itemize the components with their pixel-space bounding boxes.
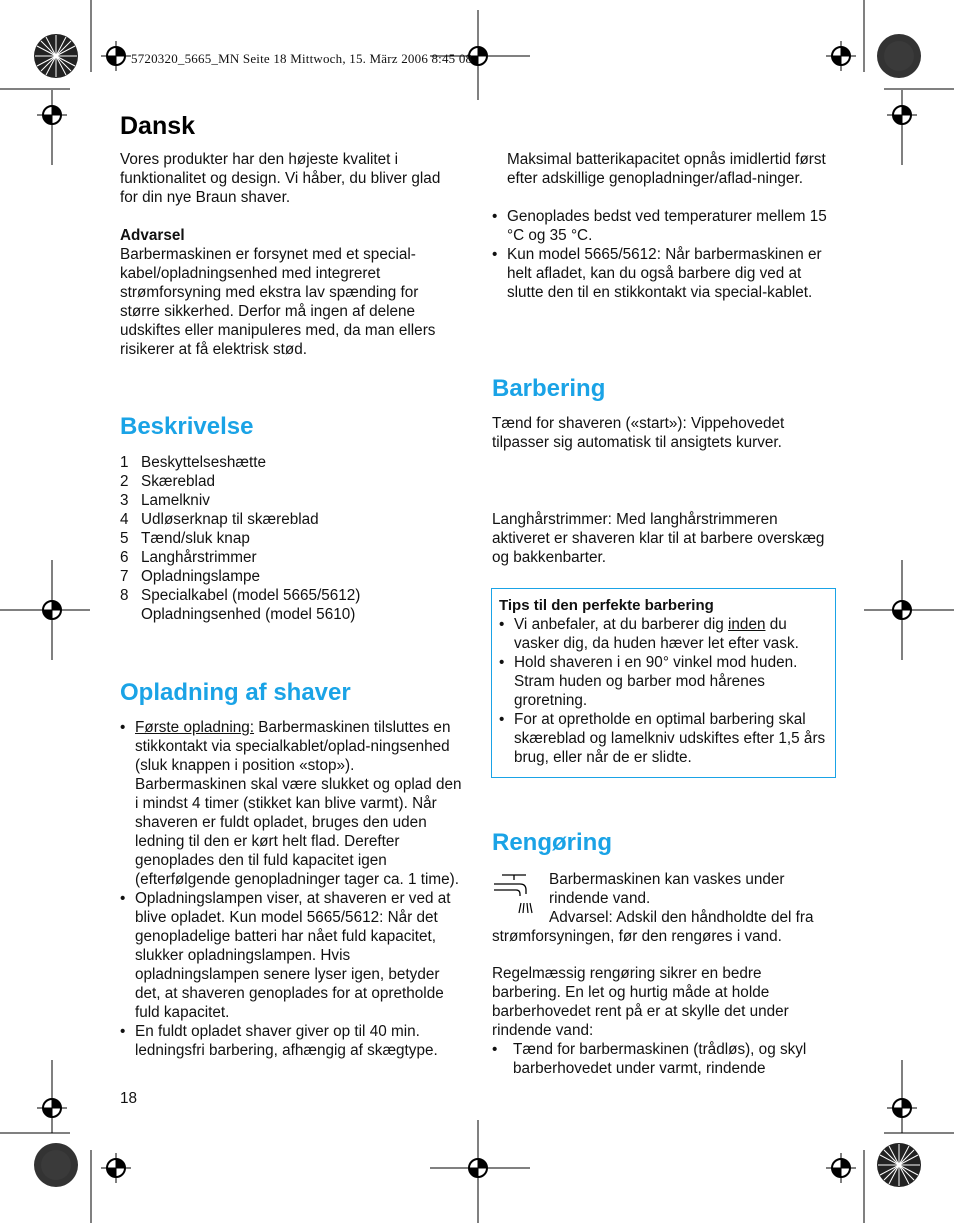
list-item: • Første opladning: Barbermaskinen tilsluttes en stikkontakt via specialkablet/oplad-ningsenhed (sluk knappen i position «stop»). Barbermaskinen skal være slukket og oplad den i mindst 4 timer (stikket kan blive varmt). Når shaveren er fuldt opladet, bruges den uden ledning til den er kørt helt flad. Derefter genoplades den til fuld kapacitet igen (efterfølgende genopladninger tager ca. 1 time).	[120, 719, 462, 888]
list-item: • Tænd for barbermaskinen (trådløs), og skyl barberhovedet under varmt, rindende	[492, 1041, 807, 1077]
section-heading-cleaning: Rengøring	[492, 829, 612, 856]
list-item: • Genoplades bedst ved temperaturer mellem 15 °C og 35 °C.	[492, 208, 827, 244]
list-item: • For at opretholde en optimal barbering skal skæreblad og lamelkniv udskiftes efter 1,5 års brug, eller når de er slidte.	[499, 711, 826, 766]
print-slug: 5720320_5665_MN Seite 18 Mittwoch, 15. März 2006 8:45 08	[131, 51, 473, 66]
register-mark-icon	[101, 41, 131, 71]
page-number: 18	[120, 1090, 138, 1107]
list-item: • Vi anbefaler, at du barberer dig inden du vasker dig, da huden hæver let efter vask.	[499, 616, 799, 652]
trimmer-paragraph: Langhårstrimmer: Med langhårstrimmeren aktiveret er shaveren klar til at barbere overskæg og bakkenbarter.	[492, 511, 825, 566]
list-item: 5 Tænd/sluk knap	[120, 530, 250, 547]
list-item: 8 Specialkabel (model 5665/5612)	[120, 587, 361, 604]
page-title: Dansk	[120, 112, 196, 140]
charging-list	[120, 718, 462, 1060]
register-mark-icon	[37, 595, 67, 625]
register-mark-icon	[101, 1153, 131, 1183]
starburst-target-icon	[33, 33, 79, 79]
section-heading-description: Beskrivelse	[120, 413, 254, 440]
parts-list	[120, 453, 460, 624]
register-mark-icon	[37, 100, 67, 130]
list-item: • En fuldt opladet shaver giver op til 40 min. ledningsfri barbering, afhængig af skægtype.	[120, 1023, 438, 1059]
cleaning-paragraph: Barbermaskinen kan vaskes under rindende vand.	[549, 871, 785, 907]
list-item: 1 Beskyttelseshætte	[120, 454, 266, 471]
list-item: 3 Lamelkniv	[120, 492, 210, 509]
gray-target-icon	[33, 1142, 79, 1188]
cleaning-warning-paragraph: Advarsel: Adskil den håndholdte del fra strømforsyningen, før den rengøres i vand.	[492, 909, 814, 945]
list-item: • Opladningslampen viser, at shaveren er ved at blive opladet. Kun model 5665/5612: Når det genopladelige batteri har nået fuld kapacitet, slukker opladningslampen. Hvis opladningslampen senere lyser igen, betyder det, at shaveren genoplades for at opretholde fuld kapacitet.	[120, 890, 451, 1021]
list-item: • Kun model 5665/5612: Når barbermaskinen er helt afladet, kan du også barbere dig ved at slutte den til en stikkontakt via special-kablet.	[492, 246, 822, 301]
list-item: 4 Udløserknap til skæreblad	[120, 511, 319, 528]
gray-target-icon	[876, 33, 922, 79]
section-heading-charging: Opladning af shaver	[120, 679, 351, 706]
list-item: 7 Opladningslampe	[120, 568, 261, 585]
shaving-paragraph: Tænd for shaveren («start»): Vippehovedet tilpasser sig automatisk til ansigtets kurver.	[492, 415, 785, 451]
register-mark-icon	[887, 100, 917, 130]
register-mark-icon	[463, 1153, 493, 1183]
intro-paragraph: Vores produkter har den højeste kvalitet i funktionalitet og design. Vi håber, du bliver glad for din nye Braun shaver.	[120, 151, 441, 206]
register-mark-icon	[826, 41, 856, 71]
warning-paragraph: Barbermaskinen er forsynet med et special-kabel/opladningsenhed med integreret strømforsyning med ekstra lav spænding for større sikkerhed. Derfor må ingen af delene udskiftes eller manipuleres med, da man ellers risikerer at få elektrisk stød.	[120, 246, 436, 358]
tips-list	[499, 615, 831, 767]
register-mark-icon	[826, 1153, 856, 1183]
tips-heading: Tips til den perfekte barbering	[499, 597, 714, 614]
list-item: Opladningsenhed (model 5610)	[141, 606, 356, 623]
register-mark-icon	[887, 595, 917, 625]
cleaning-routine-paragraph: Regelmæssig rengøring sikrer en bedre barbering. En let og hurtig måde at holde barberhovedet rent på er at skylle det under rindende vand:	[492, 965, 789, 1039]
tips-box	[491, 588, 836, 778]
warning-heading: Advarsel	[120, 227, 185, 244]
battery-list	[492, 207, 836, 302]
register-mark-icon	[37, 1093, 67, 1123]
starburst-target-icon	[876, 1142, 922, 1188]
register-mark-icon	[887, 1093, 917, 1123]
list-item: 6 Langhårstrimmer	[120, 549, 257, 566]
continued-paragraph: Maksimal batterikapacitet opnås imidlertid først efter adskillige genopladninger/aflad-ninger.	[507, 151, 826, 187]
list-item: • Hold shaveren i en 90° vinkel mod huden. Stram huden og barber mod hårenes groretning.	[499, 654, 798, 709]
section-heading-shaving: Barbering	[492, 375, 606, 402]
list-item: 2 Skæreblad	[120, 473, 215, 490]
cleaning-list	[492, 1040, 837, 1078]
